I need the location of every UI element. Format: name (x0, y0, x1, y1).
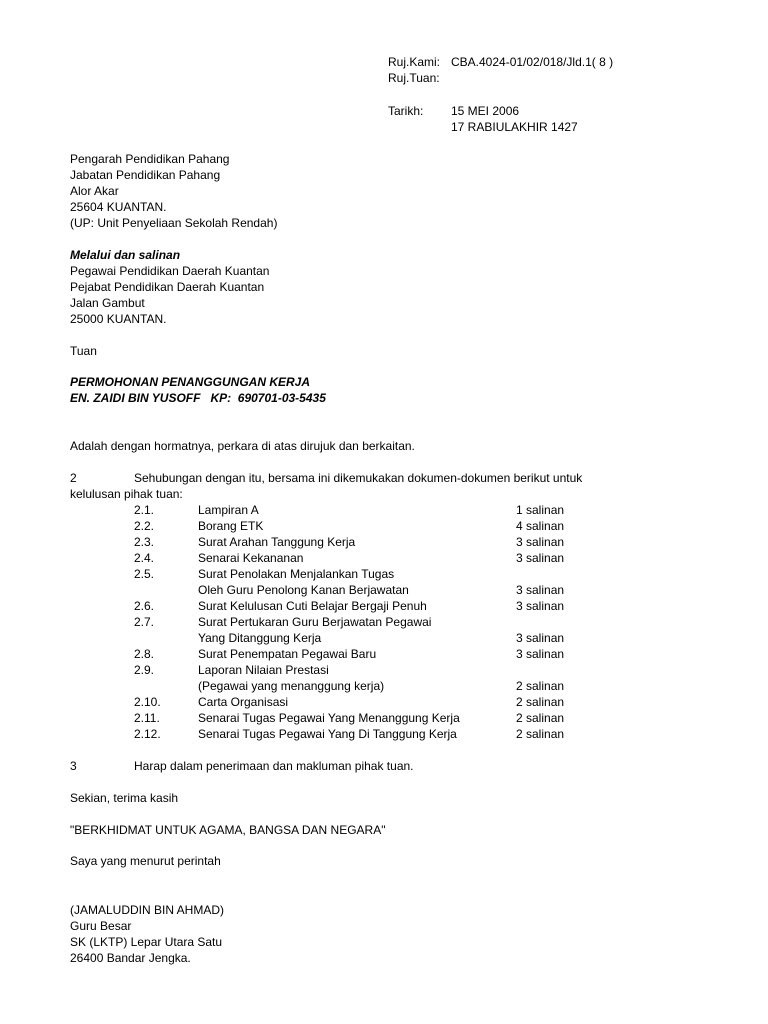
via-heading: Melalui dan salinan (70, 248, 181, 262)
item-number: 2.11. (134, 711, 160, 725)
item-number: 2.9. (134, 663, 155, 677)
item-quantity: 1 salinan (516, 503, 565, 517)
item-number: 2.12. (134, 727, 161, 741)
list-item (0, 726, 768, 742)
item-quantity: 3 salinan (516, 535, 565, 549)
item-quantity: 2 salinan (516, 695, 565, 709)
item-title: Surat Kelulusan Cuti Belajar Bergaji Penuh (198, 599, 427, 613)
signatory-title: Guru Besar (70, 919, 132, 933)
recipient-line: (UP: Unit Penyeliaan Sekolah Rendah) (70, 216, 278, 230)
paragraph-3-number: 3 (70, 759, 77, 773)
via-line: Pejabat Pendidikan Daerah Kuantan (70, 280, 265, 294)
via-line: Jalan Gambut (70, 296, 145, 310)
list-item (0, 502, 768, 518)
list-item (0, 710, 768, 726)
date-hijri: 17 RABIULAKHIR 1427 (451, 120, 578, 134)
list-item (0, 694, 768, 710)
item-title: Senarai Tugas Pegawai Yang Di Tanggung Kerja (198, 727, 457, 741)
signatory-name: (JAMALUDDIN BIN AHMAD) (70, 903, 225, 917)
recipient-line: Jabatan Pendidikan Pahang (70, 168, 221, 182)
list-item (0, 566, 768, 582)
subject-person: EN. ZAIDI BIN YUSOFF KP: 690701-03-5435 (70, 391, 326, 405)
ref-your-label: Ruj.Tuan: (388, 71, 440, 85)
via-line: 25000 KUANTAN. (70, 312, 167, 326)
item-quantity: 3 salinan (516, 647, 565, 661)
item-quantity: 3 salinan (516, 551, 565, 565)
item-title: Borang ETK (198, 519, 264, 533)
item-number: 2.8. (134, 647, 155, 661)
recipient-line: Alor Akar (70, 184, 119, 198)
item-title: Carta Organisasi (198, 695, 289, 709)
list-item (0, 614, 768, 630)
paragraph-2-line-2: kelulusan pihak tuan: (70, 487, 183, 501)
item-title: (Pegawai yang menanggung kerja) (198, 679, 385, 693)
item-title: Laporan Nilaian Prestasi (198, 663, 329, 677)
list-item (0, 662, 768, 678)
item-quantity: 4 salinan (516, 519, 565, 533)
date-label: Tarikh: (388, 104, 424, 118)
item-number: 2.7. (134, 615, 155, 629)
item-title: Surat Penempatan Pegawai Baru (198, 647, 377, 661)
item-number: 2.2. (134, 519, 155, 533)
paragraph-2-line-1: Sehubungan dengan itu, bersama ini dikemukakan dokumen-dokumen berikut untuk (134, 471, 583, 485)
list-item (0, 582, 768, 598)
item-number: 2.6. (134, 599, 155, 613)
item-title: Surat Pertukaran Guru Berjawatan Pegawai (198, 615, 432, 629)
item-number: 2.10. (134, 695, 161, 709)
signatory-school: SK (LKTP) Lepar Utara Satu (70, 935, 223, 949)
item-title: Oleh Guru Penolong Kanan Berjawatan (198, 583, 409, 597)
item-quantity: 2 salinan (516, 711, 565, 725)
paragraph-2-number: 2 (70, 471, 77, 485)
item-number: 2.1. (134, 503, 155, 517)
list-item (0, 598, 768, 614)
list-item (0, 518, 768, 534)
recipient-line: 25604 KUANTAN. (70, 200, 167, 214)
item-quantity: 3 salinan (516, 631, 565, 645)
item-quantity: 2 salinan (516, 727, 565, 741)
via-line: Pegawai Pendidikan Daerah Kuantan (70, 264, 270, 278)
item-title: Surat Arahan Tanggung Kerja (198, 535, 356, 549)
closing-thanks: Sekian, terima kasih (70, 791, 179, 805)
item-number: 2.4. (134, 551, 155, 565)
motto: "BERKHIDMAT UNTUK AGAMA, BANGSA DAN NEGARA" (70, 823, 386, 837)
item-title: Yang Ditanggung Kerja (198, 631, 322, 645)
paragraph-1: Adalah dengan hormatnya, perkara di atas dirujuk dan berkaitan. (70, 439, 415, 453)
date-gregorian: 15 MEI 2006 (451, 104, 520, 118)
ref-our-label: Ruj.Kami: (388, 55, 441, 69)
list-item (0, 550, 768, 566)
closing-yours: Saya yang menurut perintah (70, 854, 221, 868)
list-item (0, 678, 768, 694)
subject-title: PERMOHONAN PENANGGUNGAN KERJA (70, 375, 311, 389)
list-item (0, 534, 768, 550)
ref-our-value: CBA.4024-01/02/018/Jld.1( 8 ) (451, 55, 614, 69)
document-list (0, 502, 768, 742)
list-item (0, 646, 768, 662)
item-title: Lampiran A (198, 503, 259, 517)
paragraph-3-text: Harap dalam penerimaan dan makluman pihak tuan. (134, 759, 414, 773)
item-title: Senarai Kekananan (198, 551, 304, 565)
salutation: Tuan (70, 344, 97, 358)
recipient-line: Pengarah Pendidikan Pahang (70, 152, 230, 166)
signatory-address: 26400 Bandar Jengka. (70, 951, 191, 965)
item-quantity: 3 salinan (516, 583, 565, 597)
list-item (0, 630, 768, 646)
item-title: Surat Penolakan Menjalankan Tugas (198, 567, 395, 581)
item-number: 2.5. (134, 567, 155, 581)
item-number: 2.3. (134, 535, 155, 549)
item-quantity: 3 salinan (516, 599, 565, 613)
item-title: Senarai Tugas Pegawai Yang Menanggung Kerja (198, 711, 460, 725)
item-quantity: 2 salinan (516, 679, 565, 693)
